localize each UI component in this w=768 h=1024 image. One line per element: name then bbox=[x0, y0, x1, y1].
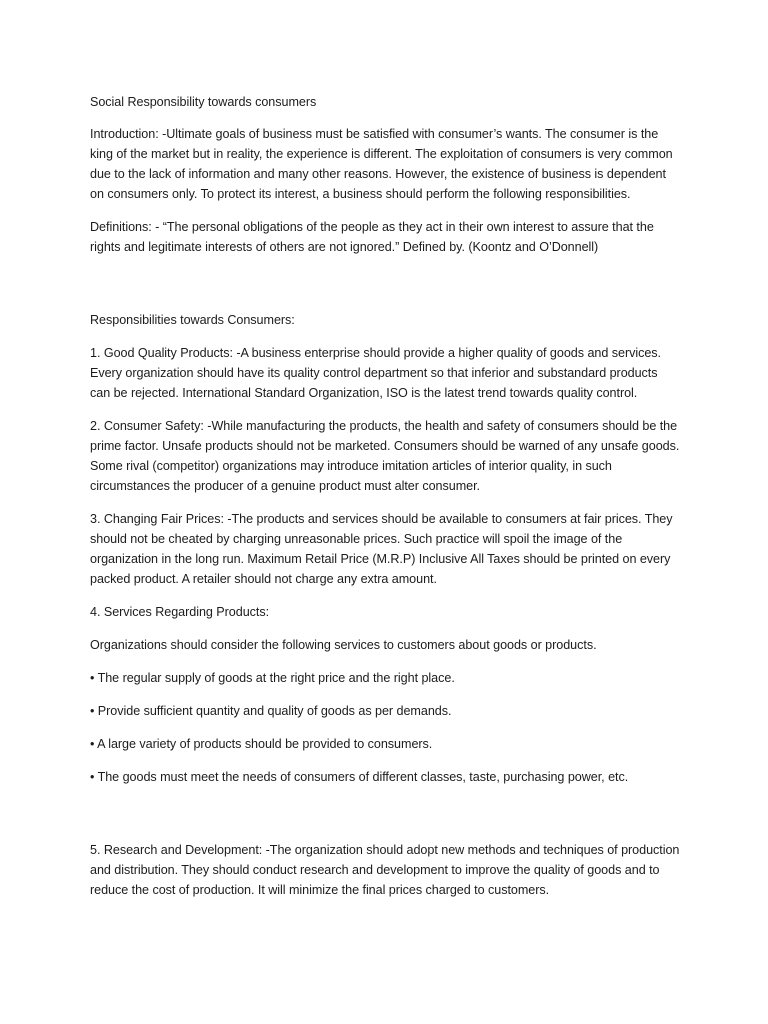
point-changing-fair-prices: 3. Changing Fair Prices: -The products and services should be available to consumers at fair prices. They should not be cheated by charging unreasonable prices. Such practice will spoil the image of the organization in the long run. Maximum Retail Price (M.R.P) Inclusive All Taxes should be printed on every packed product. A retailer should not charge any extra amount. bbox=[90, 512, 673, 586]
point-research-development: 5. Research and Development: -The organization should adopt new methods and techniques of production and distribution. They should conduct research and development to improve the quality of goods and to reduce the cost of production. It will minimize the final prices charged to customers. bbox=[90, 843, 680, 897]
point-good-quality-products: 1. Good Quality Products: -A business enterprise should provide a higher quality of goods and services. Every organization should have its quality control department so that inferior and substandard products can be rejected. International Standard Organization, ISO is the latest trend towards quality control. bbox=[90, 346, 661, 400]
point-consumer-safety: 2. Consumer Safety: -While manufacturing the products, the health and safety of consumers should be the prime factor. Unsafe products should not be marketed. Consumers should be warned of any unsafe goods. Some rival (competitor) organizations may introduce imitation articles of interior quality, in such circumstances the producer of a genuine product must alter consumer. bbox=[90, 419, 680, 493]
responsibilities-heading: Responsibilities towards Consumers: bbox=[90, 313, 295, 327]
definitions-paragraph: Definitions: - “The personal obligations of the people as they act in their own interest to assure that the rights and legitimate interests of others are not ignored.” Defined by. (Koontz and O’Donnell) bbox=[90, 220, 654, 254]
list-item: • A large variety of products should be provided to consumers. bbox=[90, 737, 433, 751]
list-item: • Provide sufficient quantity and quality of goods as per demands. bbox=[90, 704, 452, 718]
point-services-intro: Organizations should consider the following services to customers about goods or products. bbox=[90, 638, 597, 652]
list-item: • The regular supply of goods at the right price and the right place. bbox=[90, 671, 455, 685]
document-body bbox=[90, 92, 680, 913]
document-title: Social Responsibility towards consumers bbox=[90, 95, 317, 109]
introduction-paragraph: Introduction: -Ultimate goals of business must be satisfied with consumer’s wants. The consumer is the king of the market but in reality, the experience is different. The exploitation of consumers is very common due to the lack of information and many other reasons. However, the existence of business is dependent on consumers only. To protect its interest, a business should perform the following responsibilities. bbox=[90, 127, 673, 201]
list-item: • The goods must meet the needs of consumers of different classes, taste, purchasing power, etc. bbox=[90, 770, 629, 784]
point-services-heading: 4. Services Regarding Products: bbox=[90, 605, 270, 619]
